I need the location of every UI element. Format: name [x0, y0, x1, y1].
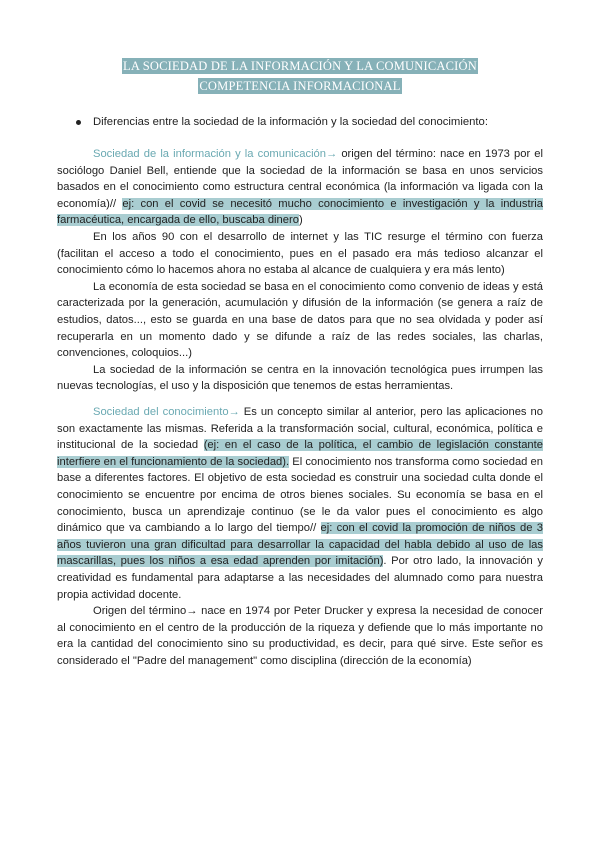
- section-knowledge-society: [57, 404, 543, 670]
- document-subtitle: COMPETENCIA INFORMACIONAL: [199, 79, 401, 93]
- highlighted-example: ej: con el covid la promoción de niños de 3 años tuvieron una gran dificultad para desarrollar la capacidad del habla debido al uso de las mascarillas, pues los niños a esa edad aprenden por imitación): [57, 522, 543, 568]
- highlighted-example: (ej: en el caso de la política, el cambio de legislación constante interfiere en el funcionamiento de la sociedad).: [57, 439, 543, 468]
- bullet-icon: [76, 120, 81, 125]
- paragraph: La economía de esta sociedad se basa en el conocimiento como convenio de ideas y está caracterizada por la generación, acumulación y difusión de la información (se genera a raíz de estudios, datos..., esto se guarda en una base de datos para que no sea olvidada y poder así recuperarla en un momento dado y se difunde a raíz de las redes sociales, las charlas, convenciones, coloquios...): [57, 280, 543, 360]
- paragraph: Sociedad de la información y la comunicación→ origen del término: nace en 1973 por el sociólogo Daniel Bell, entiende que la sociedad de la información se basa en unos servicios basados en el conocimiento como estructura central económica (la información va ligada con la economía)// ej: con el covid se necesitó mucho conocimiento e investigación y la industria farmacéutica, encargada de ello, buscaba dinero): [57, 148, 544, 227]
- paragraph: En los años 90 con el desarrollo de internet y las TIC resurge el término con fuerza (facilitan el acceso a todo el conocimiento, pues en el pasado era más tedioso alcanzar el conocimiento cómo lo hacemos ahora no estaba al alcance de cualquiera y era más lento): [57, 230, 543, 277]
- bullet-item: Diferencias entre la sociedad de la información y la sociedad del conocimiento:: [76, 116, 488, 128]
- term-heading: Sociedad de la información y la comunicación→: [93, 148, 338, 160]
- section-information-society: [57, 146, 543, 395]
- highlighted-example: ej: con el covid se necesitó mucho conocimiento e investigación y la industria farmacéutica, encargada de ello, buscaba dinero: [57, 197, 543, 227]
- paragraph: Sociedad del conocimiento→ Es un concepto similar al anterior, pero las aplicaciones no son exactamente las mismas. Referida a la transformación social, cultural, económica, política e institucional de la sociedad (ej: en el caso de la política, el cambio de legislación constante interfiere en el funcionamiento de la sociedad). El conocimiento nos transforma como sociedad en base a diferentes factores. El objetivo de esta sociedad es construir una sociedad culta donde el conocimiento se encuentre por encima de otros bienes sociales. Su economía se basa en el conocimiento, busca un aprendizaje continuo (se le da valor pues el conocimiento es algo dinámico que va cambiando a lo largo del tiempo// ej: con el covid la promoción de niños de 3 años tuvieron una gran dificultad para desarrollar la capacidad del habla debido al uso de las mascarillas, pues los niños a esa edad aprenden por imitación). Por otro lado, la innovación y creatividad es fundamental para adaptarse a las necesidades del alumnado como para nuestra propia actividad docente.: [57, 406, 543, 601]
- paragraph: Origen del término→ nace en 1974 por Peter Drucker y expresa la necesidad de conocer al conocimiento en el centro de la producción de la riqueza y defiende que lo más importante no era la cantidad del conocimiento sino su productividad, es decir, para qué sirve. Este señor es considerado el "Padre del management" como disciplina (dirección de la economía): [57, 605, 543, 667]
- paragraph: La sociedad de la información se centra en la innovación tecnológica pues irrumpen las nuevas tecnologías, el uso y la disposición que tenemos de estas herramientas.: [57, 363, 543, 393]
- term-heading: Sociedad del conocimiento→: [93, 406, 240, 418]
- document-title: LA SOCIEDAD DE LA INFORMACIÓN Y LA COMUNICACIÓN: [123, 59, 477, 73]
